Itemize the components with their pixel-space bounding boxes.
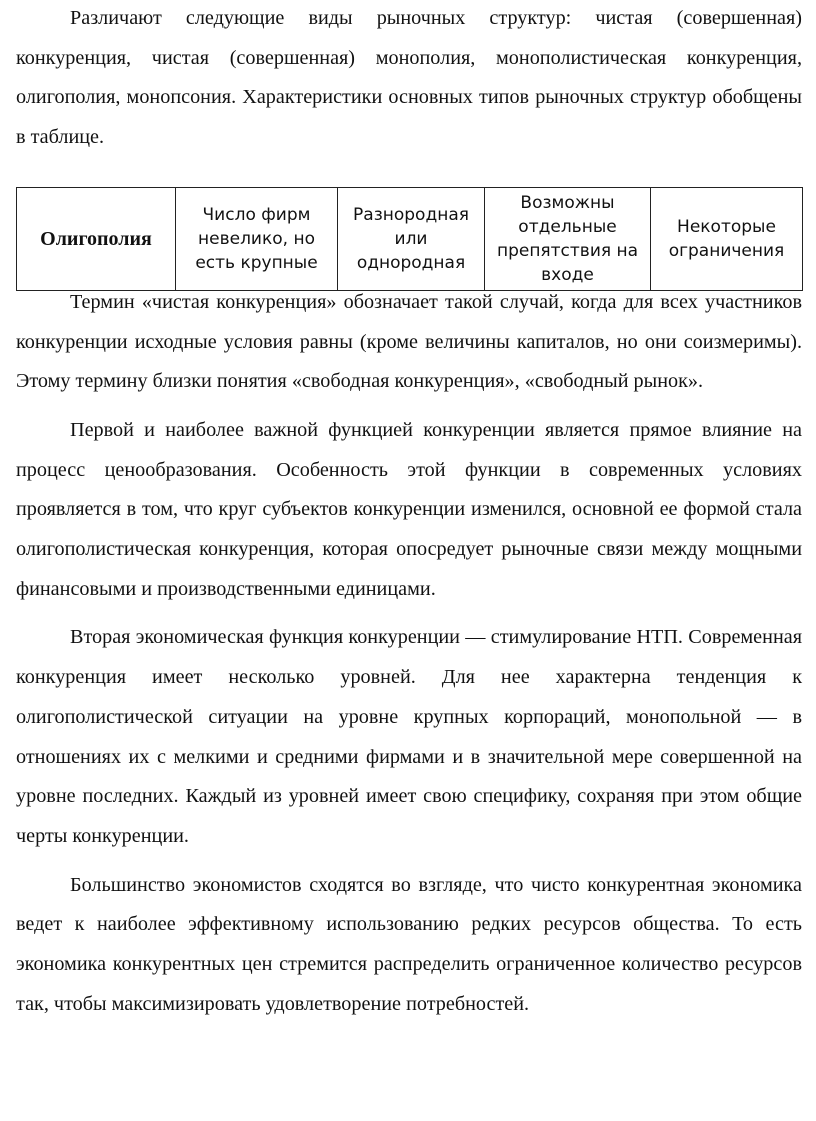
paragraph-pure-competition: Термин «чистая конкуренция» обозначает такой случай, когда для всех участников конкуренции исходные условия равны (кроме величины капиталов, но они соизмеримы). Этому термину близки понятия «свободная конкуренция», «свободный рынок». <box>16 290 802 393</box>
table-cell-structure-type: Олигополия <box>17 187 176 290</box>
market-structures-table <box>16 187 802 291</box>
table-cell-number-of-firms: Число фирм невелико, но есть крупные <box>176 187 338 290</box>
table <box>16 187 803 291</box>
paragraph-intro: Различают следующие виды рыночных структур: чистая (совершенная) конкуренция, чистая (совершенная) монополия, монополистическая конкуренция, олигополия, монопсония. Характеристики основных типов рыночных структур обобщены в таблице. <box>16 7 802 149</box>
paragraph-efficiency: Большинство экономистов сходятся во взгляде, что чисто конкурентная экономика ведет к наиболее эффективному использованию редких ресурсов общества. То есть экономика конкурентных цен стремится распределить ограниченное количество ресурсов так, чтобы максимизировать удовлетворение потребностей. <box>16 873 802 1015</box>
table-cell-product-type: Разнородная или однородная <box>338 187 485 290</box>
paragraph-second-function: Вторая экономическая функция конкуренции — стимулирование НТП. Современная конкуренция имеет несколько уровней. Для нее характерна тенденция к олигополистической ситуации на уровне крупных корпораций, монопольной — в отношениях их с мелкими и средними фирмами и в значительной мере совершенной на уровне последних. Каждый из уровней имеет свою специфику, сохраняя при этом общие черты конкуренции. <box>16 626 802 847</box>
paragraph-first-function: Первой и наиболее важной функцией конкуренции является прямое влияние на процесс ценообразования. Особенность этой функции в современных условиях проявляется в том, что круг субъектов конкуренции изменился, основной ее формой стала олигополистическая конкуренция, которая опосредует рыночные связи между мощными финансовыми и производственными единицами. <box>16 418 802 600</box>
table-cell-entry-conditions: Возможны отдельные препятствия на входе <box>485 187 651 290</box>
table-cell-price-control: Некоторые ограничения <box>651 187 803 290</box>
table-row <box>17 187 803 290</box>
document-page <box>16 0 802 1024</box>
